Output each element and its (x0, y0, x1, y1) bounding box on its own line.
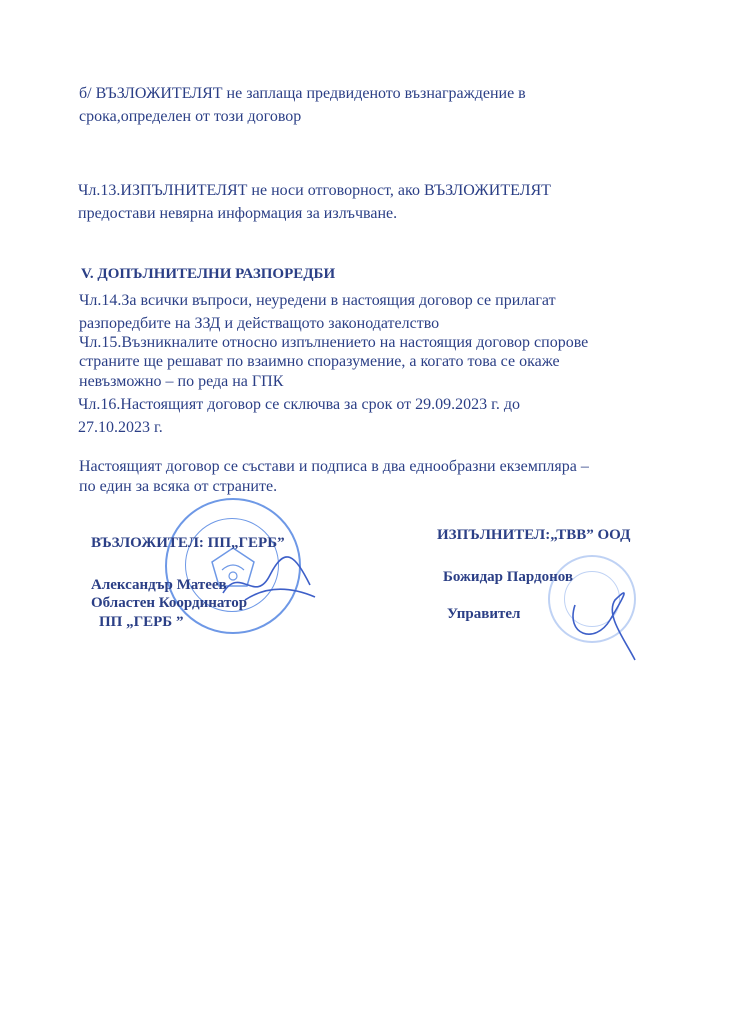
contractor-title: Управител (447, 606, 521, 622)
assignor-label: ВЪЗЛОЖИТЕЛ: ПП„ГЕРБ” (91, 535, 285, 551)
contractor-label: ИЗПЪЛНИТЕЛ:„ТВВ” ООД (437, 527, 631, 543)
contractor-name: Божидар Пардонов (443, 569, 574, 585)
article-16-line-2: 27.10.2023 г. (78, 419, 163, 436)
closing-line-1: Настоящият договор се състави и подписа в два еднообразни екземпляра – (79, 458, 589, 475)
article-15-line-3: невъзможно – по реда на ГПК (79, 373, 284, 390)
assignor-name: Александър Матеев (91, 577, 227, 593)
closing-line-2: по един за всяка от страните. (79, 478, 278, 495)
clause-b-line-2: срока,определен от този договор (79, 108, 302, 125)
article-14-line-1: Чл.14.За всички въпроси, неуредени в настоящия договор се прилагат (79, 292, 556, 309)
clause-b-line-1: б/ ВЪЗЛОЖИТЕЛЯТ не заплаща предвиденото възнаграждение в (79, 85, 526, 102)
assignor-title: Областен Координатор (91, 595, 248, 611)
section-heading: V. ДОПЪЛНИТЕЛНИ РАЗПОРЕДБИ (81, 266, 336, 282)
article-13-line-2: предостави невярна информация за излъчване. (78, 205, 398, 222)
article-16-line-1: Чл.16.Настоящият договор се сключва за срок от 29.09.2023 г. до (78, 396, 521, 413)
article-14-line-2: разпоредбите на ЗЗД и действащото законодателство (79, 315, 440, 332)
assignor-org: ПП „ГЕРБ ” (99, 614, 184, 630)
article-15-line-1: Чл.15.Възникналите относно изпълнението на настоящия договор спорове (79, 334, 589, 351)
article-15-line-2: страните ще решават по взаимно споразумение, а когато това се окаже (79, 353, 560, 370)
article-13-line-1: Чл.13.ИЗПЪЛНИТЕЛЯТ не носи отговорност, ако ВЪЗЛОЖИТЕЛЯТ (78, 182, 551, 199)
